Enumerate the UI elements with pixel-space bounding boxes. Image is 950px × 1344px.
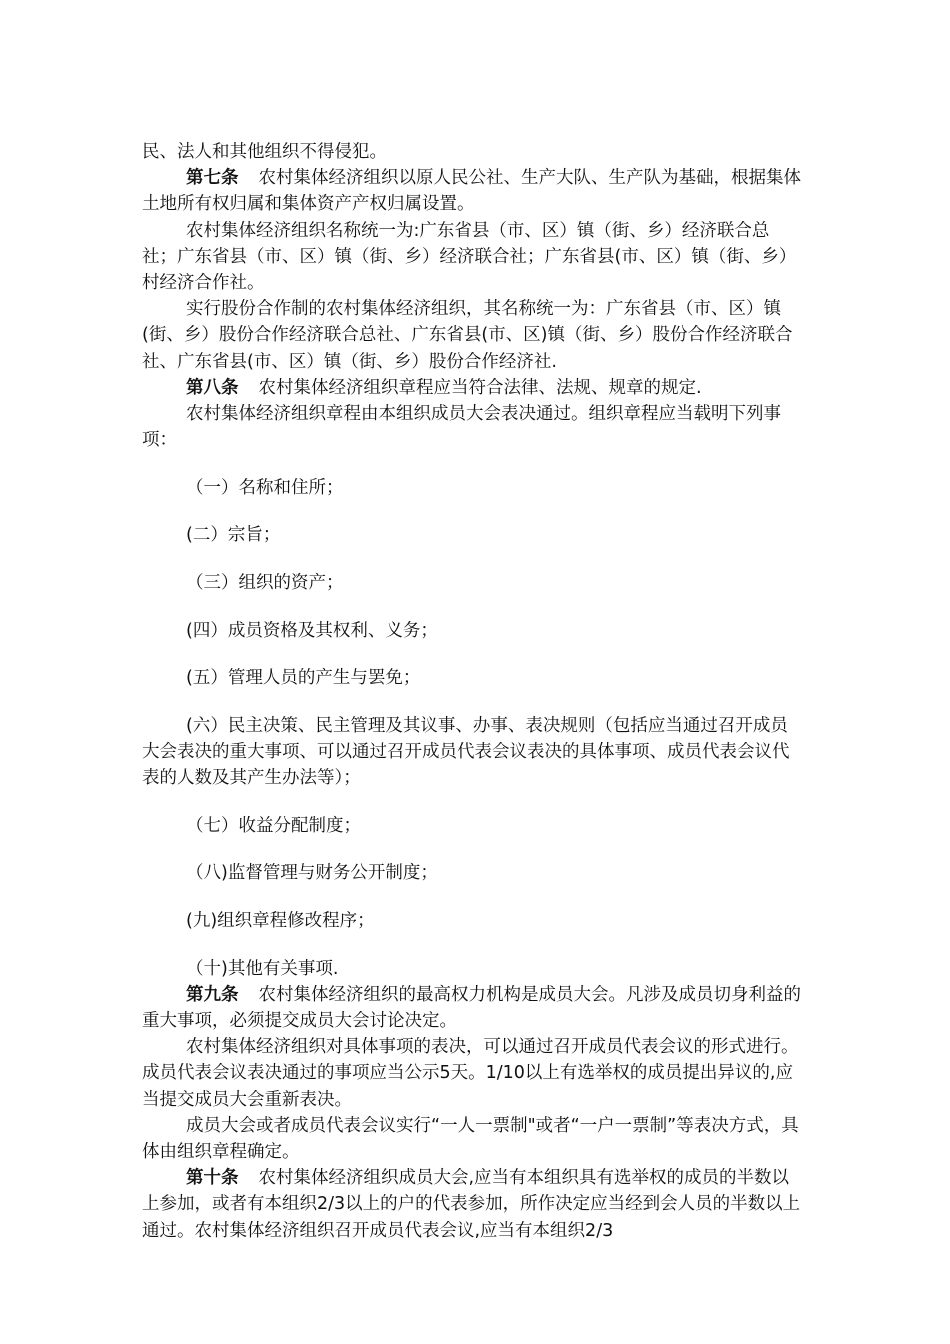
list-item: （七）收益分配制度； xyxy=(186,815,361,836)
list-item: （三）组织的资产； xyxy=(186,573,344,594)
article-8-label: 第八条 xyxy=(186,377,239,398)
list-item: (四）成员资格及其权利、义务； xyxy=(186,620,438,641)
article-9-label: 第九条 xyxy=(186,984,239,1005)
article-9-paragraph-1 xyxy=(142,982,804,1034)
intro-line: 民、法人和其他组织不得侵犯。 xyxy=(142,142,387,162)
article-8-text: 农村集体经济组织章程应当符合法律、法规、规章的规定. xyxy=(258,377,702,398)
list-item: （一）名称和住所； xyxy=(186,477,344,498)
list-item: (九)组织章程修改程序； xyxy=(186,910,375,931)
article-7-paragraph-3: 实行股份合作制的农村集体经济组织，其名称统一为：广东省县（市、区）镇(街、乡）股份合作经济联合总社、广东省县(市、区)镇（街、乡）股份合作经济联合社、广东省县(市、区）镇（街、乡）股份合作经济社. xyxy=(142,299,793,372)
article-7-paragraph-2: 农村集体经济组织名称统一为:广东省县（市、区）镇（街、乡）经济联合总社；广东省县（市、区）镇（街、乡）经济联合社；广东省县(市、区）镇（街、乡）村经济合作社。 xyxy=(142,220,797,294)
article-10-text: 农村集体经济组织成员大会,应当有本组织具有选举权的成员的半数以上参加，或者有本组织2/3以上的户的代表参加，所作决定应当经到会人员的半数以上通过。农村集体经济组织召开成员代表会议,应当有本组织2/3 xyxy=(142,1168,801,1241)
article-7-text: 农村集体经济组织以原人民公社、生产大队、生产队为基础，根据集体土地所有权归属和集体资产产权归属设置。 xyxy=(142,168,801,215)
document-body xyxy=(142,139,804,1244)
list-item: （八)监督管理与财务公开制度； xyxy=(186,863,438,884)
list-item: (六）民主决策、民主管理及其议事、办事、表决规则（包括应当通过召开成员大会表决的重大事项、可以通过召开成员代表会议表决的具体事项、成员代表会议代表的人数及其产生办法等）； xyxy=(142,715,790,789)
article-10-label: 第十条 xyxy=(186,1168,239,1189)
list-item: （十)其他有关事项. xyxy=(186,958,339,979)
article-10-paragraph-1 xyxy=(142,1165,804,1244)
list-item: (五）管理人员的产生与罢免； xyxy=(186,668,421,689)
article-8-paragraph-2: 农村集体经济组织章程由本组织成员大会表决通过。组织章程应当载明下列事项： xyxy=(142,404,781,451)
article-9-paragraph-3: 成员大会或者成员代表会议实行“一人一票制"或者“一户一票制”等表决方式，具体由组织章程确定。 xyxy=(142,1115,799,1162)
article-7-label: 第七条 xyxy=(186,168,239,189)
article-7-paragraph-1 xyxy=(142,165,804,217)
article-9-text: 农村集体经济组织的最高权力机构是成员大会。凡涉及成员切身利益的重大事项，必须提交成员大会讨论决定。 xyxy=(142,984,801,1031)
article-8-paragraph-1 xyxy=(142,375,804,401)
list-item: (二）宗旨； xyxy=(186,525,281,546)
article-9-paragraph-2: 农村集体经济组织对具体事项的表决，可以通过召开成员代表会议的形式进行。成员代表会议表决通过的事项应当公示5天。1/10以上有选举权的成员提出异议的,应当提交成员大会重新表决。 xyxy=(142,1037,799,1110)
